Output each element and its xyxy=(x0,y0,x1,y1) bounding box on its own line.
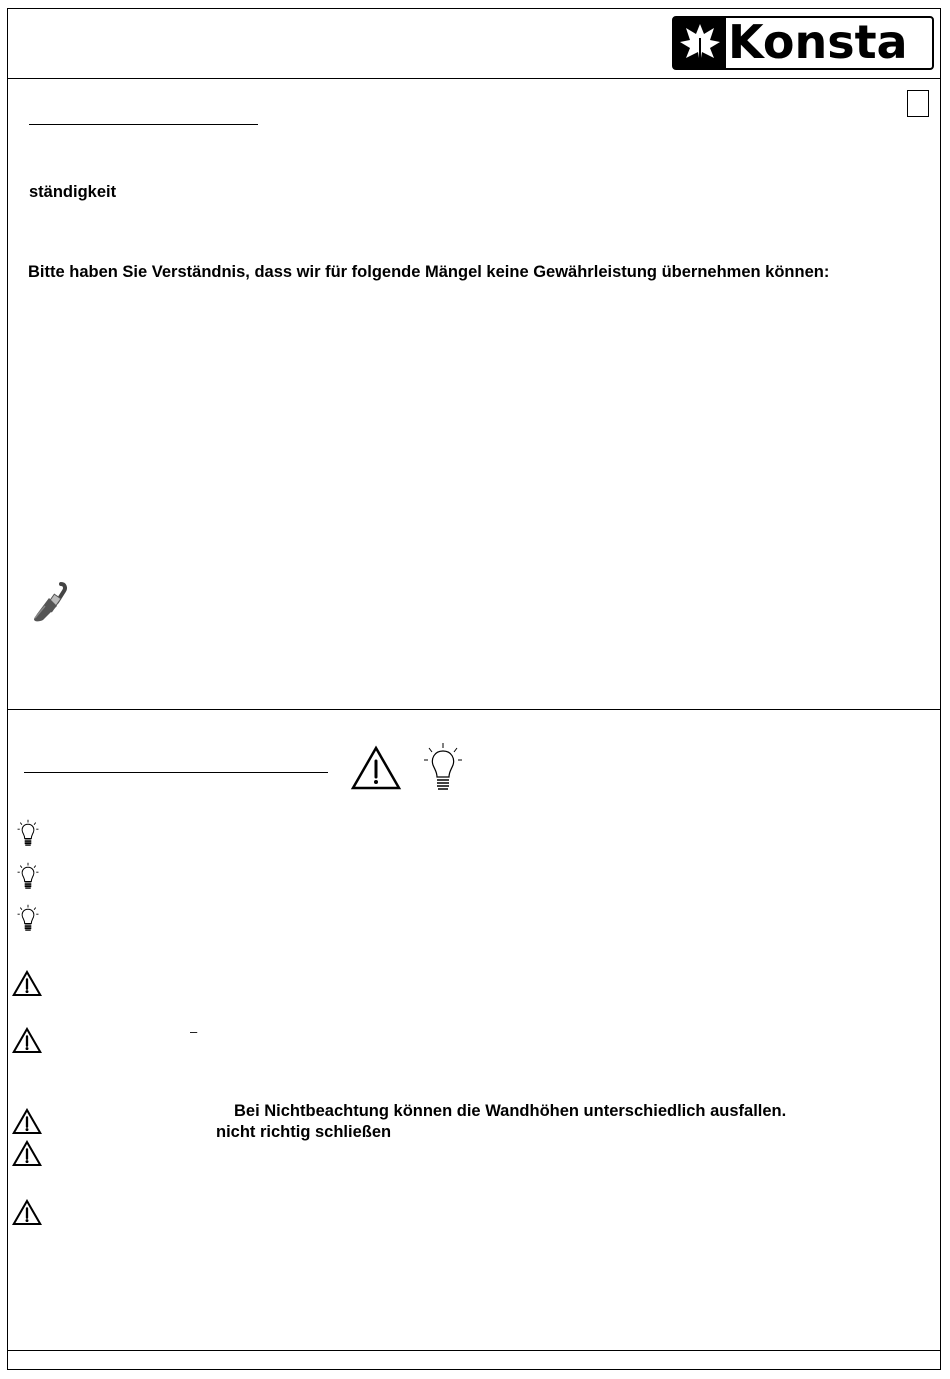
section-divider xyxy=(7,709,941,710)
warning-line-2: nicht richtig schließen xyxy=(216,1123,392,1141)
lightbulb-icon xyxy=(17,818,39,853)
paintbrush-icon xyxy=(31,582,71,629)
footer-divider xyxy=(7,1350,941,1351)
lightbulb-icon xyxy=(423,741,463,798)
warning-triangle-icon xyxy=(12,1140,42,1172)
warning-triangle-icon xyxy=(12,1199,42,1231)
dash-mark: – xyxy=(190,1024,198,1039)
warning-triangle-icon xyxy=(12,1027,42,1059)
page-frame xyxy=(7,8,941,1370)
warning-line-1: Bei Nichtbeachtung können die Wandhöhen unterschiedlich ausfallen. xyxy=(234,1102,787,1120)
warning-triangle-icon xyxy=(350,745,402,796)
logo-text: Konsta xyxy=(728,15,908,69)
section2-heading-underline xyxy=(24,772,328,773)
warning-triangle-icon xyxy=(12,970,42,1002)
leaf-logo-icon xyxy=(674,18,726,68)
section1-heading-underline xyxy=(29,124,258,125)
warranty-notice: Bitte haben Sie Verständnis, dass wir für folgende Mängel keine Gewährleistung übernehmen können: xyxy=(28,263,830,281)
warning-triangle-icon xyxy=(12,1108,42,1140)
lightbulb-icon xyxy=(17,903,39,938)
lightbulb-icon xyxy=(17,861,39,896)
fragment-heading: ständigkeit xyxy=(29,183,117,201)
page-number-box xyxy=(907,90,929,117)
konsta-logo xyxy=(672,16,934,70)
header-divider xyxy=(7,78,941,79)
